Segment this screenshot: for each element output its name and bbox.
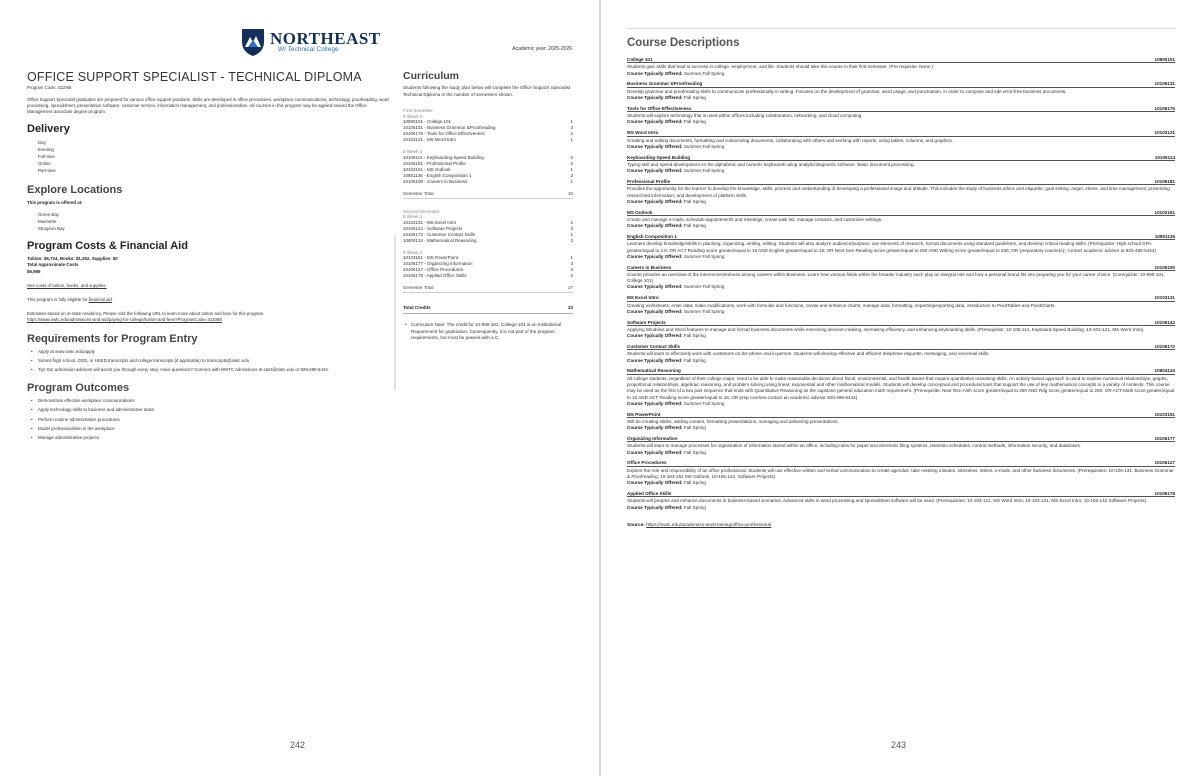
curriculum-row bbox=[403, 238, 573, 244]
requirements-list bbox=[31, 349, 392, 374]
course-offered bbox=[627, 199, 1175, 205]
offered-label: Course Typically Offered: bbox=[627, 70, 683, 76]
offered-label: Course Typically Offered: bbox=[627, 425, 683, 431]
course-code: 10106177 bbox=[1154, 435, 1175, 441]
source-line bbox=[627, 523, 1175, 528]
course-header bbox=[627, 368, 1175, 374]
course-entry bbox=[627, 295, 1175, 315]
course-header bbox=[627, 436, 1175, 442]
cost-estimate-note: Estimates based on in-state residency. Please visit the following URL to learn more about tuition and fees for this program. bbox=[27, 311, 265, 317]
course-header bbox=[627, 344, 1175, 350]
course-description: Provides the opportunity for the learner to develop the knowledge, skills, process and understanding of developing a professional image and attitude. This includes the study of business ethics and etiquette; goal setting; anger, stress, and time management; presenting researched information; and development of platform skills. bbox=[627, 186, 1170, 198]
course-code: 10103151 bbox=[1154, 411, 1175, 417]
curriculum-course: 10890101 - College 101 bbox=[403, 119, 452, 124]
curriculum-course: 10804134 - Mathematical Reasoning bbox=[403, 237, 477, 243]
course-description: Creating and editing documents, formatting and customizing documents, collaborating with others and working with reports, using tables, columns, and graphics. bbox=[627, 137, 954, 143]
course-entry bbox=[627, 130, 1175, 150]
program-overview bbox=[27, 68, 392, 444]
course-code: 10106178 bbox=[1154, 490, 1175, 496]
see-costs-link[interactable]: See costs of tuition, books, and supplies. bbox=[27, 282, 107, 288]
course-entry bbox=[627, 210, 1175, 230]
course-name: MS Word Intro bbox=[627, 130, 659, 136]
curriculum-credits: 1 bbox=[570, 119, 573, 124]
course-header bbox=[627, 295, 1175, 301]
financial-aid-line bbox=[27, 297, 392, 303]
total-credits-value: 33 bbox=[567, 305, 573, 310]
curriculum-row bbox=[403, 273, 573, 279]
requirements-heading: Requirements for Program Entry bbox=[27, 332, 198, 345]
offered-terms: Fall Spring bbox=[683, 119, 706, 125]
course-description: Students gain skills that lead to success in college, employment, and life. Students should take this course in their first semester. (Pre-requisite: None.) bbox=[627, 64, 933, 70]
course-header bbox=[627, 130, 1175, 136]
course-header bbox=[627, 106, 1175, 112]
course-header bbox=[627, 412, 1175, 418]
offered-label: Course Typically Offered: bbox=[627, 223, 683, 229]
financial-aid-link[interactable]: financial aid bbox=[88, 297, 112, 303]
offered-label: Course Typically Offered: bbox=[627, 253, 683, 259]
course-offered bbox=[627, 480, 1175, 486]
course-header bbox=[627, 210, 1175, 216]
week-label: 8 Week 2 bbox=[403, 149, 423, 154]
course-offered bbox=[627, 333, 1175, 339]
offered-terms: Summer Fall Spring bbox=[683, 253, 725, 259]
curriculum-credits: 1 bbox=[570, 166, 573, 172]
outcome-item: • Perform routine administrative procedures bbox=[31, 417, 392, 423]
course-offered bbox=[627, 254, 1175, 260]
course-description: Will be creating slides, adding content, formatting presentations, managing and delivering presentations. bbox=[627, 418, 839, 424]
delivery-item: Full-time bbox=[38, 154, 55, 160]
curriculum-course: 10106172 - Customer Contact Skills bbox=[403, 231, 476, 237]
curriculum-course: 10106127 - Office Procedures bbox=[403, 267, 463, 272]
course-name: Mathematical Reasoning bbox=[627, 368, 681, 374]
outcome-item: • Demonstrate effective workplace communications bbox=[31, 398, 392, 404]
offered-label: Course Typically Offered: bbox=[627, 198, 683, 204]
course-code: 10106176 bbox=[1154, 105, 1175, 111]
outcome-item: • Apply technology skills to business and administrative tasks bbox=[31, 407, 392, 413]
course-code: 10106142 bbox=[1154, 319, 1175, 325]
offered-label: Course Typically Offered: bbox=[627, 504, 683, 510]
course-offered bbox=[627, 119, 1175, 125]
course-entry bbox=[627, 344, 1175, 364]
course-offered bbox=[627, 284, 1175, 290]
course-description: Students will learn to manage processes for organization of information stored within an office, including rules for paper and electronic filing systems, retention schedules, control methods, information security, and databases. bbox=[627, 443, 1082, 449]
curriculum-credits: 3 bbox=[570, 172, 573, 178]
course-name: College 101 bbox=[627, 57, 653, 62]
curriculum-credits: 3 bbox=[570, 261, 573, 266]
course-description: Course provides an overview of the interconnectedness among careers within Business. Learn how various fields within the broader industry each play an integral role and how a personal brand fits into preparing you for your career choice. (Corequisite: 10-890-101, College 101) bbox=[627, 272, 1165, 284]
course-entry bbox=[627, 491, 1175, 511]
right-page bbox=[601, 0, 1200, 776]
curriculum-credits: 2 bbox=[570, 273, 573, 278]
course-entry bbox=[627, 460, 1175, 486]
course-descriptions bbox=[627, 37, 1175, 528]
course-entry bbox=[627, 265, 1175, 291]
second-semester-label: Second Semester bbox=[403, 208, 440, 214]
offered-terms: Summer Fall Spring bbox=[683, 70, 725, 76]
page-number: 242 bbox=[290, 740, 306, 750]
course-header bbox=[627, 234, 1175, 240]
total-credits-label: Total Credits bbox=[403, 305, 431, 310]
curriculum-row bbox=[403, 137, 573, 143]
course-code: 10804134 bbox=[1154, 368, 1175, 374]
course-description: Develop grammar and proofreading skills to communicate professionally in writing. Focuses on the development of grammar, word usage, and punctuation, in order to compose and edit error-free business documents. bbox=[627, 88, 1067, 94]
curriculum-course: 10106142 - Software Projects bbox=[403, 225, 463, 231]
offered-label: Course Typically Offered: bbox=[627, 284, 683, 290]
aid-suffix: . bbox=[111, 297, 114, 303]
total-cost-value: $6,986 bbox=[27, 268, 41, 274]
curriculum-course: 10105100 - Careers in Business bbox=[403, 178, 468, 184]
offered-label: Course Typically Offered: bbox=[627, 168, 683, 174]
curriculum-course: 10106177 - Organizing Information bbox=[403, 261, 473, 266]
offered-label: Course Typically Offered: bbox=[627, 333, 683, 339]
offered-terms: Fall Spring bbox=[683, 333, 706, 339]
course-entry bbox=[627, 155, 1175, 175]
logo-subtitle: WI Technical College bbox=[278, 46, 339, 53]
delivery-item: Part-time bbox=[38, 168, 56, 174]
curriculum-credits: 3 bbox=[570, 225, 573, 231]
course-offered bbox=[627, 505, 1175, 511]
costs-heading: Program Costs & Financial Aid bbox=[27, 240, 188, 253]
academic-year: Academic year: 2025-2026 bbox=[512, 46, 572, 52]
curriculum-credits: 1 bbox=[570, 255, 573, 260]
requirement-item: • Submit high school, GED, or HSED transcripts and college transcripts (if applicable) to transcripts@nwtc.edu bbox=[31, 358, 392, 364]
course-description: Learners develop knowledge/skills in planning, organizing, writing, editing. Students will also analyze audience/purpose, use elements of research, format documents using standard guidelines, and develop critical reading skills. (Prerequisite: High school GPA greater/equal to 2.6; OR ACT Reading score greater/equal to 16 AND English greater/equal to 18; OR Next Gen Reading score greater/equal to 250 AND Writing score greater/equal to 260; OR 'preparatory course(s)', contact academic advisor at 920-498-5444) bbox=[627, 241, 1156, 253]
course-description: Typing skill and speed development on the alphabetic and numeric keyboards using analytic/diagnostic software. Basic document processing. bbox=[627, 162, 915, 168]
requirement-item: • Apply at www.nwtc.edu/apply bbox=[31, 349, 392, 355]
course-header bbox=[627, 320, 1175, 326]
course-header bbox=[627, 179, 1175, 185]
offered-terms: Fall Spring bbox=[683, 357, 706, 363]
offered-terms: Fall Spring bbox=[683, 449, 706, 455]
curriculum-credits: 1 bbox=[570, 178, 573, 184]
semester-total-value: 16 bbox=[567, 190, 573, 196]
curriculum-course: 10103161 - MS Outlook bbox=[403, 166, 451, 172]
curriculum-credits: 2 bbox=[570, 160, 573, 166]
course-name: English Composition 1 bbox=[627, 234, 677, 240]
course-code: 10103121 bbox=[1154, 130, 1175, 136]
course-code: 10106114 bbox=[1154, 154, 1175, 160]
course-offered bbox=[627, 168, 1175, 174]
offered-label: Course Typically Offered: bbox=[627, 143, 683, 149]
course-description: Students will learn to effectively work with customers on the phone and in-person. Students will develop effective and efficient telephone etiquette, messaging, and voicemail skills. bbox=[627, 351, 990, 357]
week-label: 8 Week 1 bbox=[403, 214, 423, 219]
course-code: 10106127 bbox=[1154, 460, 1175, 466]
course-code: 10890101 bbox=[1154, 57, 1175, 62]
total-cost-label: Total Approximate Costs bbox=[27, 262, 79, 268]
course-name: Tools for Office Effectiveness bbox=[627, 105, 692, 111]
course-header bbox=[627, 155, 1175, 161]
location-item: Sturgeon Bay bbox=[38, 226, 65, 232]
first-semester-week2-list bbox=[403, 155, 573, 185]
locations-list bbox=[38, 211, 392, 233]
course-header bbox=[627, 460, 1175, 466]
offered-terms: Fall Spring bbox=[683, 504, 706, 510]
course-code: 10103161 bbox=[1154, 209, 1175, 215]
outcomes-heading: Program Outcomes bbox=[27, 382, 130, 395]
college-logo bbox=[240, 27, 380, 57]
course-description: Creating worksheets; enter data; make modifications, work with formulas and functions, create and enhance charts, manage data, formatting, importing/exporting data, introduction to PivotTables and PivotCharts. bbox=[627, 302, 1056, 308]
location-item: Green Bay bbox=[38, 211, 59, 217]
course-offered bbox=[627, 309, 1175, 315]
course-list bbox=[627, 57, 1175, 511]
header-rule bbox=[626, 28, 1176, 29]
course-offered bbox=[627, 144, 1175, 150]
delivery-list bbox=[38, 139, 392, 175]
course-description: Explore the role and responsibility of an office professional. Students will use effective written and verbal communication to create agendas, take meeting minutes, itineraries, letters, e-mails, and other business documents. (Prerequisites: 10-106-131, Business Grammar & Proofreading; 10-103-161 MS Outlook, 10-106-142, Software Projects) bbox=[627, 467, 1174, 479]
course-entry bbox=[627, 320, 1175, 340]
outcome-item: • Model professionalism in the workplace bbox=[31, 426, 392, 432]
page-number: 243 bbox=[891, 740, 907, 750]
source-label: Source: bbox=[627, 522, 645, 528]
course-entry bbox=[627, 234, 1175, 260]
curriculum-credits: 2 bbox=[570, 131, 573, 136]
aid-prefix: This program is fully eligible for bbox=[27, 297, 89, 303]
curriculum-credits: 3 bbox=[570, 125, 573, 130]
course-code: 10106131 bbox=[1154, 81, 1175, 87]
total-credits bbox=[403, 305, 573, 314]
curriculum-column bbox=[403, 68, 573, 342]
shield-logo-icon bbox=[240, 27, 266, 57]
curriculum-course: 10106181 - Professional Profile bbox=[403, 160, 466, 166]
delivery-item: Day bbox=[38, 139, 46, 145]
course-header bbox=[627, 81, 1175, 87]
course-entry bbox=[627, 179, 1175, 205]
curriculum-credits: 2 bbox=[570, 154, 573, 160]
offered-label: Course Typically Offered: bbox=[627, 449, 683, 455]
course-description: Applying Windows and Word features to manage and format business documents while exercising decision-making, increasing efficiency, and enhancing keyboarding skills. (Prerequisite: 10-106-114, Keyboard-Speed Building, 10-103-121, MS Word Intro) bbox=[627, 327, 1144, 333]
second-semester-week2-list bbox=[403, 255, 573, 279]
offered-terms: Summer Fall Spring bbox=[683, 308, 725, 314]
course-description: Students will explore technology that is used within offices including collaboration, networking, and cloud computing. bbox=[627, 113, 863, 119]
course-name: MS Outlook bbox=[627, 209, 653, 215]
curriculum-divider bbox=[394, 235, 396, 390]
second-semester-total bbox=[403, 285, 573, 293]
course-name: MS PowerPoint bbox=[627, 411, 661, 417]
course-name: Professional Profile bbox=[627, 179, 671, 185]
curriculum-course: 10106114 - Keyboarding-Speed Building bbox=[403, 154, 484, 160]
course-name: Keyboarding-Speed Building bbox=[627, 154, 691, 160]
program-intro: Office Support Specialist graduates are prepared for various office support positions. Skills are developed in office procedures, workplace communications, technology, proofreading, word processing, spreadsheet, presentation software, customer service, information management, and professionalism. All courses in this program may be applied toward the Office Management associate degree program. bbox=[27, 97, 389, 115]
course-name: Software Projects bbox=[627, 319, 666, 325]
course-name: Careers in Business bbox=[627, 264, 672, 270]
curriculum-credits: 1 bbox=[570, 137, 573, 142]
offered-label: Course Typically Offered: bbox=[627, 480, 683, 486]
location-item: Marinette bbox=[38, 218, 57, 224]
course-offered bbox=[627, 358, 1175, 364]
first-semester-week1-list bbox=[403, 119, 573, 143]
outcome-item: • Manage administrative projects bbox=[31, 435, 392, 441]
curriculum-course: 10106176 - Tools for Office Effectiveness bbox=[403, 131, 485, 136]
course-name: Applied Office Skills bbox=[627, 490, 672, 496]
offered-terms: Summer Fall Spring bbox=[683, 400, 725, 406]
offered-terms: Summer Fall Spring bbox=[683, 143, 725, 149]
second-semester-week1-list bbox=[403, 220, 573, 244]
curriculum-course: 10103151 - MS PowerPoint bbox=[403, 255, 459, 260]
course-name: Organizing Information bbox=[627, 435, 678, 441]
curriculum-course: 10106178 - Applied Office Skills bbox=[403, 273, 467, 278]
offered-terms: Fall Spring bbox=[683, 223, 706, 229]
semester-total-label: Semester Total bbox=[403, 285, 434, 290]
course-offered bbox=[627, 223, 1175, 229]
course-offered bbox=[627, 425, 1175, 431]
course-header bbox=[627, 57, 1175, 63]
course-entry bbox=[627, 81, 1175, 101]
course-offered bbox=[627, 450, 1175, 456]
week-label: 8 Week 1 bbox=[403, 113, 423, 119]
locations-heading: Explore Locations bbox=[27, 183, 123, 196]
tuition-url-link[interactable]: https://www.nwtc.edu/admissions-and-aid/paying-for-college/tuition-and-fees?ProgramCode=311068 bbox=[27, 317, 222, 323]
first-semester-total bbox=[403, 191, 573, 199]
curriculum-course: 10103121 - MS Word Intro bbox=[403, 137, 456, 142]
logo-name: NORTHEAST bbox=[270, 29, 381, 48]
course-entry bbox=[627, 412, 1175, 432]
course-name: Business Grammar &Proofreading bbox=[627, 81, 703, 87]
cost-breakdown: Tuition: $5,724, Books: $1,262, Supplies: $0 bbox=[27, 256, 118, 262]
week-label: 8 Week 2 bbox=[403, 249, 423, 255]
course-description: Create and manage e-mails, schedule appointments and meetings, create task list, manage contacts, and customize settings. bbox=[627, 217, 883, 223]
course-entry bbox=[627, 368, 1175, 406]
course-code: 10105100 bbox=[1154, 264, 1175, 270]
offered-terms: Summer Fall Spring bbox=[683, 284, 725, 290]
program-code: Program Code: 311068 bbox=[27, 85, 72, 90]
course-entry bbox=[627, 436, 1175, 456]
semester-total-value: 17 bbox=[567, 285, 573, 290]
curriculum-credits: 3 bbox=[570, 237, 573, 243]
course-code: 10801136 bbox=[1154, 234, 1175, 240]
curriculum-course: 10106131 - Business Grammar &Proofreading bbox=[403, 125, 496, 130]
offered-terms: Fall Spring bbox=[683, 425, 706, 431]
course-description: Students will prepare and enhance documents in business-based scenarios. Advanced skills in word processing and spreadsheet software will be used. (Prerequisites: 10-103-121, MS Word Intro; 10-103-131, MS Excel Intro; 10-106-142 Software Projects) bbox=[627, 498, 1147, 504]
offered-label: Course Typically Offered: bbox=[627, 308, 683, 314]
program-title: OFFICE SUPPORT SPECIALIST - TECHNICAL DIPLOMA bbox=[27, 70, 362, 84]
requirement-item: • Tip! Our admission advisors will assist you through every step. Have questions? Connect with NWTC Admissions at start@nwtc.edu or 920-498-5444. bbox=[31, 367, 392, 373]
curriculum-heading: Curriculum bbox=[403, 70, 460, 82]
course-header bbox=[627, 265, 1175, 271]
course-name: MS Excel Intro bbox=[627, 295, 659, 301]
curriculum-course: 10801136 - English Composition 1 bbox=[403, 172, 472, 178]
delivery-item: Online bbox=[38, 161, 51, 167]
course-description: All college students, regardless of their college major, need to be able to make reasonable decisions about fiscal, environmental, and health issues that require quantitative reasoning skills. An activity-based approach is used to explore numerical relationships, graphs, proportional relationships, algebraic reasoning, and problem solving using linear, exponential and other mathematical models. Students will develop conceptual and procedural tools that support the use of key mathematical concepts in a variety of contexts. This course may be used as the first of a two part sequence that ends with Quantitative Reasoning as the capstone general education math requirement. (Prerequisite: Next Gen Arith score greater/equal to 250 AND Rdg score greater/equal to 250; OR ACT Math score greater/equal to 15 AND ACT Reading score greater/equal to 16; OR prep courses-contact an academic advisor 920-498-5444) bbox=[627, 375, 1175, 400]
curriculum-intro: Students following the study plan below will complete the Office Support Specialist Technical Diploma in the number of semesters shown. bbox=[403, 85, 571, 97]
delivery-heading: Delivery bbox=[27, 122, 70, 135]
offered-label: Course Typically Offered: bbox=[627, 95, 683, 101]
course-header bbox=[627, 491, 1175, 497]
offered-terms: Fall Spring bbox=[683, 198, 706, 204]
course-entry bbox=[627, 57, 1175, 77]
offered-terms: Fall Spring bbox=[683, 95, 706, 101]
curriculum-note: • Curriculum Note: The credit for 10-890-101, College 101 is an Institutional Requirement for graduation. Consequently, it is not part of the program requirements, but must be passed with a C. bbox=[403, 322, 573, 342]
offered-label: Course Typically Offered: bbox=[627, 357, 683, 363]
curriculum-credits: 1 bbox=[570, 219, 573, 225]
course-code: 10106172 bbox=[1154, 344, 1175, 350]
curriculum-credits: 1 bbox=[570, 231, 573, 237]
delivery-item: Evening bbox=[38, 146, 54, 152]
outcomes-list bbox=[31, 398, 392, 441]
course-offered bbox=[627, 95, 1175, 101]
course-name: Customer Contact Skills bbox=[627, 344, 681, 350]
offered-terms: Fall Spring bbox=[683, 480, 706, 486]
curriculum-credits: 3 bbox=[570, 267, 573, 272]
course-offered bbox=[627, 401, 1175, 407]
course-entry bbox=[627, 106, 1175, 126]
course-code: 10103131 bbox=[1154, 295, 1175, 301]
offered-label: Course Typically Offered: bbox=[627, 119, 683, 125]
offered-at-label: This program is offered at: bbox=[27, 199, 83, 205]
curriculum-row bbox=[403, 179, 573, 185]
course-name: Office Procedures bbox=[627, 460, 667, 466]
semester-total-label: Semester Total bbox=[403, 190, 434, 196]
offered-label: Course Typically Offered: bbox=[627, 400, 683, 406]
course-descriptions-heading: Course Descriptions bbox=[627, 37, 740, 49]
course-offered bbox=[627, 71, 1175, 77]
source-link[interactable]: https://nwtc.edu/academics-and-training/office-professional bbox=[646, 522, 772, 528]
course-code: 10106181 bbox=[1154, 179, 1175, 185]
first-semester-label: First Semester bbox=[403, 108, 433, 113]
curriculum-course: 10103131 - MS Excel Intro bbox=[403, 219, 457, 225]
left-page bbox=[0, 0, 599, 776]
offered-terms: Summer Fall Spring bbox=[683, 168, 725, 174]
